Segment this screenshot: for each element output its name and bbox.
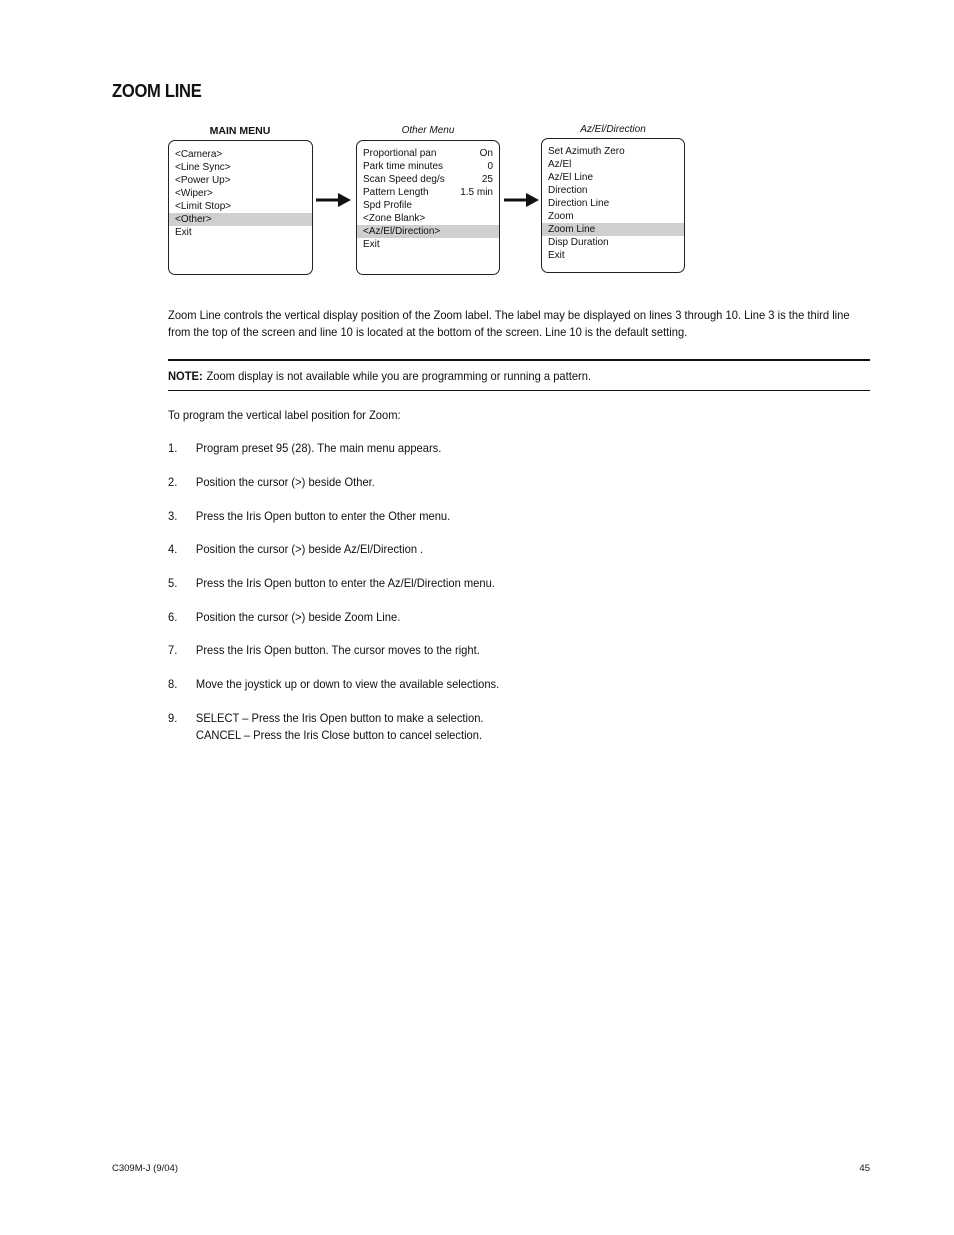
menu-item-label: Spd Profile <box>363 200 412 211</box>
menu-item-label: Proportional pan <box>363 148 437 159</box>
menu-item <box>169 187 312 200</box>
menu-item <box>357 186 499 199</box>
menu-item <box>542 171 684 184</box>
step-text: SELECT – Press the Iris Open button to make a selection. <box>195 711 484 725</box>
menu-item <box>169 174 312 187</box>
menu-item <box>542 145 684 158</box>
step-text: Position the cursor (>) beside Other. <box>195 475 375 489</box>
menu-item-label: Az/El <box>548 159 572 170</box>
menu-item-label: Az/El Line <box>548 172 594 183</box>
note-top-rule <box>168 359 870 361</box>
menu-item-label: <Zone Blank> <box>363 213 426 224</box>
menu-item-value: 1.5 min <box>460 187 493 198</box>
intro-line-1: Zoom Line controls the vertical display position of the Zoom label. The label may be displayed on lines 3 through 10. Line 3 is the third line <box>168 308 850 322</box>
menu-item <box>542 158 684 171</box>
menu-item-label: Zoom Line <box>548 224 596 235</box>
step-text: Press the Iris Open button. The cursor moves to the right. <box>195 643 480 657</box>
menu-item <box>169 200 312 213</box>
other-menu-box <box>356 140 500 275</box>
arrow-right-icon <box>504 192 540 208</box>
step-number: 6. <box>168 610 178 624</box>
footer-doc-id: C309M-J (9/04) <box>112 1163 178 1174</box>
footer-page-number: 45 <box>859 1163 870 1174</box>
menu-item-label: Exit <box>548 250 565 261</box>
menu-item <box>169 226 312 239</box>
main-menu-list <box>169 148 312 239</box>
menu-item-label: Direction <box>548 185 588 196</box>
menu-item-label: <Az/El/Direction> <box>363 226 441 237</box>
menu-item-label: <Power Up> <box>175 175 231 186</box>
main-menu-title: MAIN MENU <box>209 125 271 137</box>
step-text: Position the cursor (>) beside Zoom Line. <box>195 610 401 624</box>
menu-item <box>357 173 499 186</box>
step-number: 9. <box>168 711 178 725</box>
menu-item-label: Pattern Length <box>363 187 429 198</box>
main-menu-box <box>168 140 313 275</box>
menu-item-label: <Camera> <box>175 149 223 160</box>
step-text: CANCEL – Press the Iris Close button to cancel selection. <box>195 728 483 742</box>
menu-item-label: <Other> <box>175 214 212 225</box>
menu-item-label: Zoom <box>548 211 574 222</box>
menu-item <box>169 213 312 226</box>
azel-menu-list <box>542 145 684 262</box>
note-block <box>168 368 591 385</box>
program-intro: To program the vertical label position for Zoom: <box>168 408 401 422</box>
step-text: Press the Iris Open button to enter the Az/El/Direction menu. <box>195 576 495 590</box>
menu-item-label: Exit <box>363 239 380 250</box>
menu-item-label: Exit <box>175 227 192 238</box>
menu-item-value: 25 <box>481 174 493 185</box>
other-menu-title: Other Menu <box>401 125 455 136</box>
arrow-right-icon <box>316 192 352 208</box>
menu-item <box>169 148 312 161</box>
menu-item <box>542 210 684 223</box>
menu-item-label: <Line Sync> <box>175 162 231 173</box>
menu-item-label: Set Azimuth Zero <box>548 146 625 157</box>
step-number: 5. <box>168 576 178 590</box>
menu-item <box>542 236 684 249</box>
menu-item-label: <Limit Stop> <box>175 201 232 212</box>
azel-menu-box <box>541 138 685 273</box>
menu-item <box>542 223 684 236</box>
menu-item <box>169 161 312 174</box>
azel-menu-title: Az/El/Direction <box>580 124 646 135</box>
step-text: Position the cursor (>) beside Az/El/Direction . <box>195 542 424 556</box>
menu-item <box>357 199 499 212</box>
step-number: 7. <box>168 643 178 657</box>
page-heading: ZOOM LINE <box>112 81 202 101</box>
step-number: 4. <box>168 542 178 556</box>
step-text: Move the joystick up or down to view the available selections. <box>195 677 500 691</box>
menu-item <box>542 249 684 262</box>
menu-item <box>357 212 499 225</box>
step-number: 2. <box>168 475 178 489</box>
note-label: NOTE: <box>168 369 203 383</box>
menu-item-label: Disp Duration <box>548 237 609 248</box>
step-number: 8. <box>168 677 178 691</box>
step-text: Program preset 95 (28). The main menu appears. <box>195 441 442 455</box>
other-menu-list <box>357 147 499 251</box>
note-text: Zoom display is not available while you are programming or running a pattern. <box>206 369 592 383</box>
menu-item-label: Scan Speed deg/s <box>363 174 445 185</box>
step-number: 3. <box>168 509 178 523</box>
menu-item <box>357 147 499 160</box>
step-text: Press the Iris Open button to enter the Other menu. <box>195 509 451 523</box>
menu-item <box>542 197 684 210</box>
intro-line-2: from the top of the screen and line 10 is located at the bottom of the screen. Line 10 is the default setting. <box>168 325 688 339</box>
note-bottom-rule <box>168 390 870 391</box>
menu-item-value: 0 <box>487 161 493 172</box>
menu-item-label: Direction Line <box>548 198 610 209</box>
intro-paragraph <box>168 307 867 341</box>
menu-item <box>542 184 684 197</box>
menu-item <box>357 238 499 251</box>
step-number: 1. <box>168 441 178 455</box>
menu-item-label: <Wiper> <box>175 188 213 199</box>
menu-item-value: On <box>479 148 493 159</box>
menu-item <box>357 225 499 238</box>
menu-item-label: Park time minutes <box>363 161 444 172</box>
menu-item <box>357 160 499 173</box>
